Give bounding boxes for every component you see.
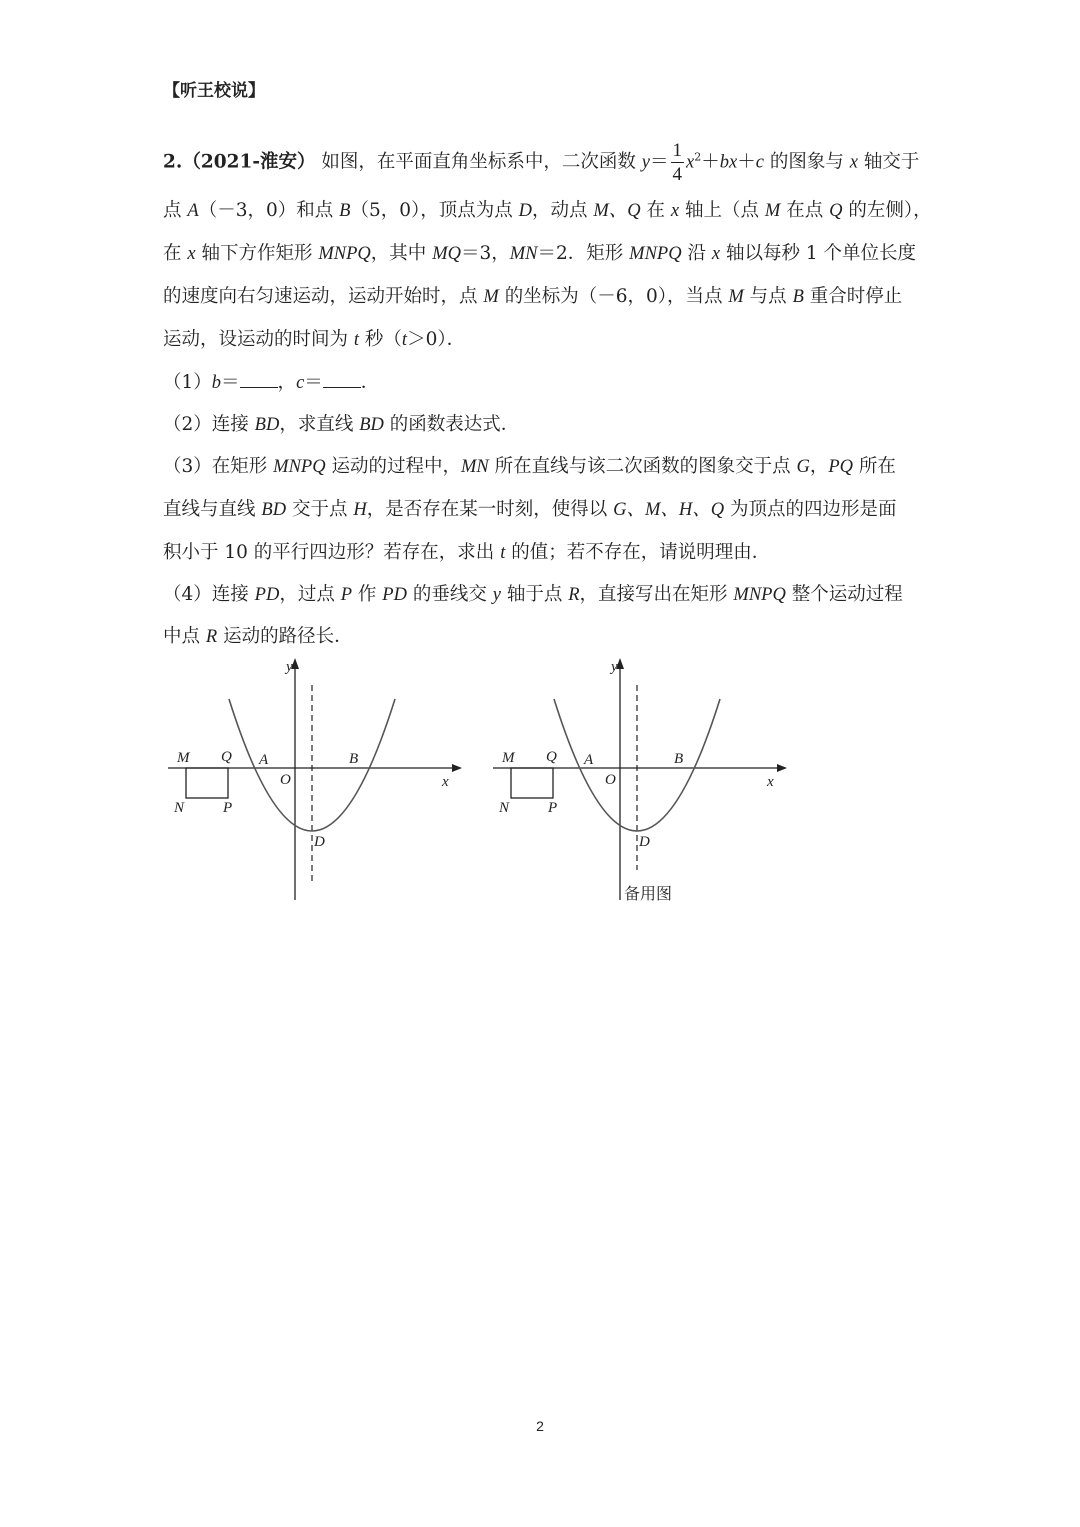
label-p: P — [548, 800, 558, 816]
backup-figure-label: 备用图 — [624, 884, 673, 903]
exponent: 2 — [694, 150, 702, 164]
text: 的图象与 — [763, 151, 850, 173]
text: 轴上（点 — [679, 200, 765, 221]
var: M、Q — [593, 201, 641, 221]
text: 运动的路径长． — [217, 626, 353, 647]
question-4-line-2 — [163, 622, 353, 648]
text: 轴于点 — [500, 584, 569, 605]
var: BD — [359, 415, 384, 435]
label-m: M — [177, 750, 190, 766]
text: ＝3， — [460, 243, 510, 264]
label-q: Q — [221, 749, 232, 765]
problem-line-1 — [163, 141, 919, 184]
question-2 — [163, 410, 519, 436]
question-4-line-1 — [163, 580, 903, 606]
label-p: P — [223, 800, 233, 816]
label-y: y — [611, 659, 618, 675]
var: PD — [254, 585, 280, 605]
var: PD — [382, 585, 407, 605]
var: MQ — [432, 244, 461, 264]
text: 重合时停止 — [803, 286, 903, 307]
text: ， — [809, 456, 829, 477]
var: b — [211, 373, 222, 393]
text: 在 — [640, 200, 671, 221]
label-d: D — [314, 834, 325, 850]
text: 轴下方作矩形 — [195, 243, 319, 264]
text: 如图，在平面直角坐标系中，二次函数 — [321, 151, 642, 173]
header-tag: 【听王校说】 — [163, 81, 265, 101]
text: 轴以每秒 1 个单位长度 — [720, 243, 916, 264]
problem-line-5 — [163, 325, 465, 351]
var: Q — [829, 201, 843, 221]
text: ， — [277, 372, 297, 393]
text: 点 — [163, 200, 188, 221]
problem-number: 2. — [163, 151, 183, 173]
page-number: 2 — [536, 1418, 544, 1434]
text: 所在 — [853, 456, 896, 477]
text: 交于点 — [286, 499, 354, 520]
text: 秒（ — [359, 329, 402, 350]
var: t — [401, 330, 408, 350]
var: BD — [254, 415, 280, 435]
label-b: B — [349, 751, 359, 767]
text: ＝ — [304, 372, 323, 393]
label-b: B — [674, 751, 684, 767]
problem-line-4 — [163, 282, 902, 308]
text: ，动点 — [531, 200, 594, 221]
text: 的垂线交 — [406, 584, 493, 605]
var: M — [764, 201, 781, 221]
text: ＞0）． — [407, 329, 466, 350]
text: ＋ — [701, 151, 720, 173]
text: ＝ — [221, 372, 240, 393]
label-m: M — [502, 750, 515, 766]
var: x — [670, 201, 680, 221]
text: ＝ — [650, 151, 669, 173]
var-x: x — [686, 152, 695, 173]
label-o: O — [605, 772, 616, 788]
label-n: N — [499, 800, 510, 816]
var: y — [492, 585, 501, 605]
text: （－3，0）和点 — [198, 200, 340, 221]
question-3-line-1 — [163, 452, 896, 478]
frac-num: 1 — [672, 140, 683, 161]
var: MN — [509, 244, 538, 264]
var: x — [187, 244, 196, 264]
label-y: y — [286, 659, 293, 675]
text: 在 — [163, 243, 188, 264]
text: 与点 — [743, 286, 793, 307]
label-q: Q — [546, 749, 557, 765]
var: G、M、H、Q — [613, 500, 725, 520]
rectangle-mnpq — [186, 768, 228, 798]
var: R — [568, 585, 580, 605]
text: ＝2．矩形 — [537, 243, 630, 264]
var: t — [500, 543, 506, 563]
rectangle-mnpq — [511, 768, 553, 798]
text: ． — [360, 372, 380, 393]
label-o: O — [280, 772, 291, 788]
text: 在点 — [780, 200, 830, 221]
var: MNPQ — [629, 244, 682, 264]
var: H — [353, 500, 367, 520]
text: ＋ — [737, 151, 756, 173]
var: MN — [460, 457, 489, 477]
var: G — [796, 457, 810, 477]
var: A — [187, 201, 199, 221]
label-n: N — [174, 800, 185, 816]
var: MNPQ — [318, 244, 371, 264]
x-axis-arrow — [777, 764, 787, 772]
figure-backup-svg — [485, 655, 785, 905]
text: 运动的过程中， — [325, 456, 461, 477]
var-x: x — [849, 152, 858, 173]
text: 沿 — [681, 243, 712, 264]
label-a: A — [259, 752, 269, 768]
figure-main — [160, 655, 460, 909]
text: ，直接写出在矩形 — [579, 584, 734, 605]
text: 积小于 10 的平行四边形？若存在，求出 — [163, 542, 501, 563]
var-bx: bx — [719, 152, 738, 173]
x-axis-arrow — [452, 764, 462, 772]
text: ，求直线 — [279, 414, 360, 435]
var: t — [353, 330, 360, 350]
var-y: y — [641, 152, 650, 173]
label-d: D — [639, 834, 650, 850]
frac-den: 4 — [672, 164, 683, 185]
question-1 — [163, 368, 379, 394]
var: D — [518, 201, 532, 221]
text: 为顶点的四边形是面 — [724, 499, 897, 520]
var-c: c — [755, 152, 764, 173]
text: （5，0），顶点为点 — [350, 200, 519, 221]
text: 的速度向右匀速运动，运动开始时，点 — [163, 286, 484, 307]
answer-blank-c[interactable] — [323, 373, 361, 388]
var: MNPQ — [273, 457, 326, 477]
problem-source: （2021-淮安） — [182, 151, 316, 173]
figure-main-svg — [160, 655, 460, 905]
label-x: x — [767, 774, 774, 790]
var: R — [205, 627, 218, 647]
var: MNPQ — [733, 585, 786, 605]
text: （4）连接 — [163, 584, 255, 605]
text: 的坐标为（－6，0），当点 — [498, 286, 729, 307]
problem-line-3 — [163, 239, 916, 265]
text: 的左侧）， — [842, 200, 932, 221]
text: ，是否存在某一时刻，使得以 — [366, 499, 614, 520]
var: M — [728, 287, 744, 307]
label-x: x — [442, 774, 449, 790]
var: B — [792, 287, 804, 307]
figure-backup — [485, 655, 785, 909]
text: 轴交于 — [857, 151, 920, 173]
var: P — [340, 585, 353, 605]
text: （1） — [163, 372, 212, 393]
var: M — [483, 287, 499, 307]
var: BD — [261, 500, 287, 520]
text: 所在直线与该二次函数的图象交于点 — [488, 456, 797, 477]
text: 整个运动过程 — [785, 584, 903, 605]
question-3-line-3 — [163, 538, 770, 564]
text: 作 — [352, 584, 383, 605]
var: B — [339, 201, 351, 221]
answer-blank-b[interactable] — [240, 373, 278, 388]
problem-line-2 — [163, 196, 932, 222]
text: ，其中 — [370, 243, 433, 264]
question-3-line-2 — [163, 495, 896, 521]
text: （3）在矩形 — [163, 456, 274, 477]
label-a: A — [584, 752, 594, 768]
text: 的函数表达式． — [383, 414, 520, 435]
text: 的值；若不存在，请说明理由． — [505, 542, 771, 563]
text: （2）连接 — [163, 414, 255, 435]
text: 直线与直线 — [163, 499, 262, 520]
var: c — [296, 373, 305, 393]
text: ，过点 — [279, 584, 341, 605]
text: 运动，设运动的时间为 — [163, 329, 354, 350]
var: PQ — [828, 457, 854, 477]
text: 中点 — [163, 626, 206, 647]
var: x — [711, 244, 721, 264]
fraction — [671, 141, 685, 184]
